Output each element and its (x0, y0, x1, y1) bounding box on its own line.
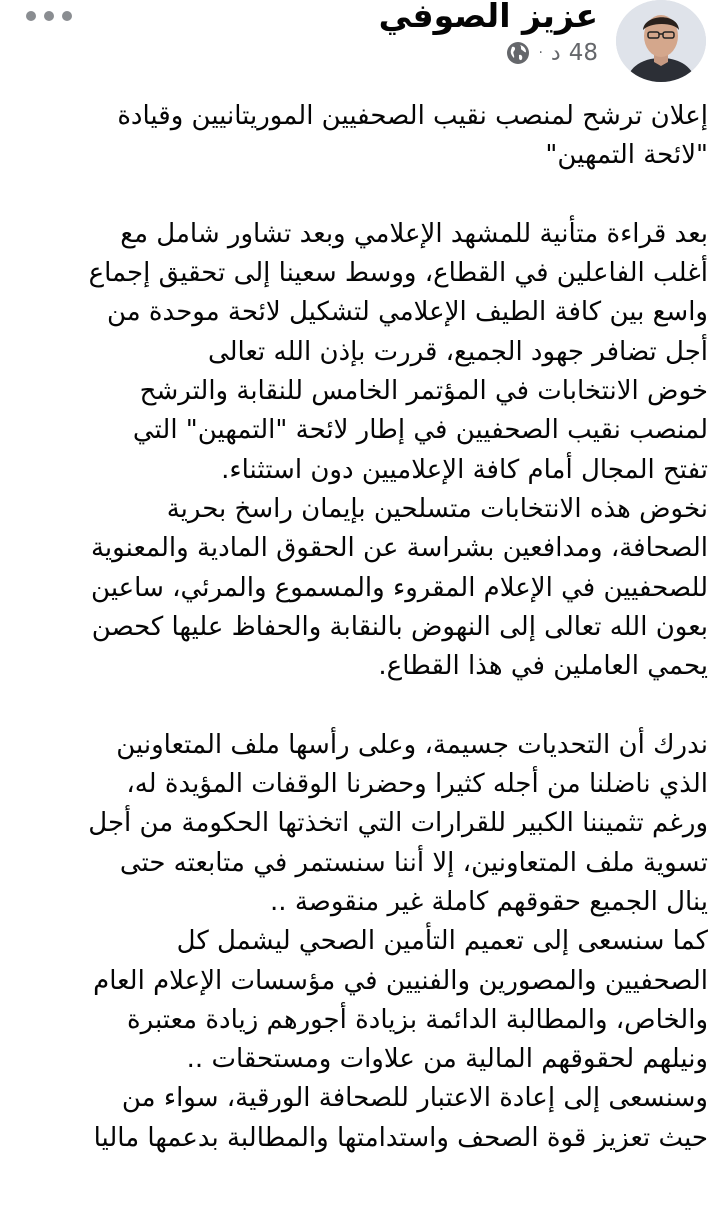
post-line: حيث تعزيز قوة الصحف واستدامتها والمطالبة بدعمها ماليا (93, 1122, 708, 1153)
post-line: ونيلهم لحقوقهم المالية من علاوات ومستحقات .. (186, 1044, 708, 1075)
post-line: نخوض هذه الانتخابات متسلحين بإيمان راسخ بحرية (166, 493, 708, 524)
globe-icon[interactable] (506, 41, 530, 65)
post-line: لمنصب نقيب الصحفيين في إطار لائحة "التمهين" التي (132, 415, 708, 446)
post-line: يحمي العاملين في هذا القطاع. (378, 651, 708, 682)
post-time-value[interactable]: 48 (568, 40, 598, 66)
more-dot (44, 11, 54, 21)
meta-separator: · (538, 45, 543, 61)
post-line: واسع بين كافة الطيف الإعلامي لتشكيل لائحة موحدة من (106, 297, 708, 328)
post-line: للصحفيين في الإعلام المقروء والمسموع والمرئي، ساعين (91, 572, 708, 603)
post-line: ندرك أن التحديات جسيمة، وعلى رأسها ملف المتعاونين (116, 729, 708, 760)
more-dot (62, 11, 72, 21)
more-options-icon[interactable] (26, 6, 72, 26)
post-line: تفتح المجال أمام كافة الإعلاميين دون استثناء. (221, 454, 708, 485)
post-line: إعلان ترشح لمنصب نقيب الصحفيين الموريتانيين وقيادة (117, 101, 708, 131)
post-line: كما سنسعى إلى تعميم التأمين الصحي ليشمل كل (176, 926, 708, 957)
post-meta (506, 38, 598, 68)
author-avatar[interactable] (616, 0, 706, 82)
post-line: أجل تضافر جهود الجميع، قررت بإذن الله تعالى (207, 336, 708, 367)
post-line: بعد قراءة متأنية للمشهد الإعلامي وبعد تشاور شامل مع (120, 218, 708, 249)
post-line: والخاص، والمطالبة الدائمة بزيادة أجورهم زيادة معتبرة (126, 1004, 708, 1035)
post-line: الذي ناضلنا من أجله كثيرا وحضرنا الوقفات المؤيدة له، (126, 769, 708, 800)
post-time-unit: د (550, 40, 561, 66)
post-line: "لائحة التمهين" (545, 140, 708, 171)
post-line: وسنسعى إلى إعادة الاعتبار للصحافة الورقية، سواء من (121, 1083, 708, 1114)
avatar-image (616, 0, 706, 82)
post-text (14, 97, 708, 1158)
author-name[interactable]: عزيز الصوفي (378, 0, 598, 35)
post-line: ورغم تثميننا الكبير للقرارات التي اتخذتها الحكومة من أجل (88, 808, 708, 839)
post-line: ينال الجميع حقوقهم كاملة غير منقوصة .. (270, 886, 708, 917)
post-line: تسوية ملف المتعاونين، إلا أننا سنستمر في متابعته حتى (119, 847, 708, 878)
more-dot (26, 11, 36, 21)
post-line: الصحافة، ومدافعين بشراسة عن الحقوق المادية والمعنوية (90, 533, 708, 564)
post-line: خوض الانتخابات في المؤتمر الخامس للنقابة والترشح (139, 376, 708, 407)
post-line: أغلب الفاعلين في القطاع، ووسط سعينا إلى تحقيق إجماع (88, 258, 708, 289)
blank-line (14, 176, 708, 215)
blank-line (14, 686, 708, 725)
post-line: بعون الله تعالى إلى النهوض بالنقابة والحفاظ عليها كحصن (91, 611, 708, 642)
post-line: الصحفيين والمصورين والفنيين في مؤسسات الإعلام العام (93, 965, 708, 996)
post-header (0, 0, 720, 90)
